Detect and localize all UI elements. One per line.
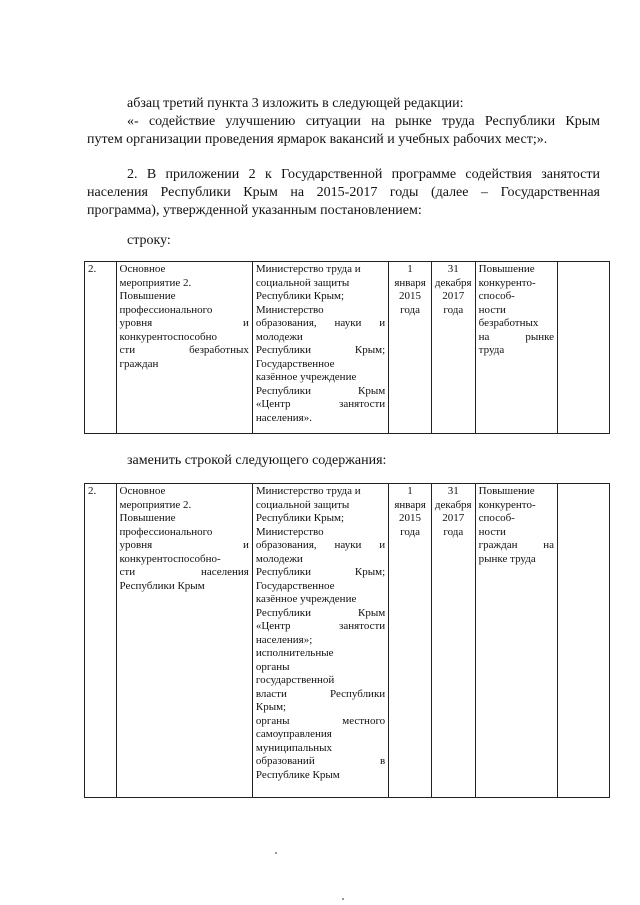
- cell-executors: Министерство труда и социальной защиты Республики Крым; Министерство образования, науки и молодежи Республики Крым; Государственное казённое учреждение Республики Крым «Центр занятости населения».: [252, 262, 388, 434]
- cell-number: 2.: [85, 484, 117, 798]
- para2-line-1: 2. В приложении 2 к Государственной программе содействия занятости: [127, 167, 600, 182]
- table-row: [85, 262, 610, 434]
- cell-start-date: 1 января 2015 года: [389, 484, 432, 798]
- cell-end-date: 31 декабря 2017 года: [431, 484, 475, 798]
- intro-line-2: «- содействие улучшению ситуации на рынке труда Республики Крым: [127, 114, 600, 129]
- cell-number: 2.: [85, 262, 117, 434]
- para2-line-3: программа), утвержденной указанным постановлением:: [87, 203, 422, 218]
- table-new-row: [84, 483, 610, 798]
- cell-start-date: 1 января 2015 года: [389, 262, 432, 434]
- cell-result: Повышение конкуренто- способ- ности безработных на рынке труда: [475, 262, 557, 434]
- cell-event: Основное мероприятие 2. Повышение профессионального уровня и конкурентоспособно- сти населения Республики Крым: [116, 484, 252, 798]
- label-replace: заменить строкой следующего содержания:: [127, 453, 387, 468]
- table-old-row: [84, 261, 610, 434]
- scan-speck: [275, 852, 277, 854]
- intro-line-3: путем организации проведения ярмарок вакансий и учебных рабочих мест;».: [87, 132, 548, 147]
- cell-empty: [558, 484, 610, 798]
- cell-event: Основное мероприятие 2. Повышение профессионального уровня и конкурентоспособно сти безработных граждан: [116, 262, 252, 434]
- cell-empty: [558, 262, 610, 434]
- cell-result: Повышение конкуренто- способ- ности граждан на рынке труда: [475, 484, 557, 798]
- cell-end-date: 31 декабря 2017 года: [431, 262, 475, 434]
- cell-executors: Министерство труда и социальной защиты Республики Крым; Министерство образования, науки и молодежи Республики Крым; Государственное казённое учреждение Республики Крым «Центр занятости населения»; исполнительные органы государственной власти Республики Крым; органы местного самоуправления муниципальных образований в Республике Крым: [252, 484, 388, 798]
- intro-line-1: абзац третий пункта 3 изложить в следующей редакции:: [127, 96, 464, 111]
- label-row: строку:: [127, 233, 171, 248]
- para2-line-2: населения Республики Крым на 2015-2017 годы (далее – Государственная: [87, 185, 600, 200]
- table-row: [85, 484, 610, 798]
- scan-speck: [342, 898, 344, 900]
